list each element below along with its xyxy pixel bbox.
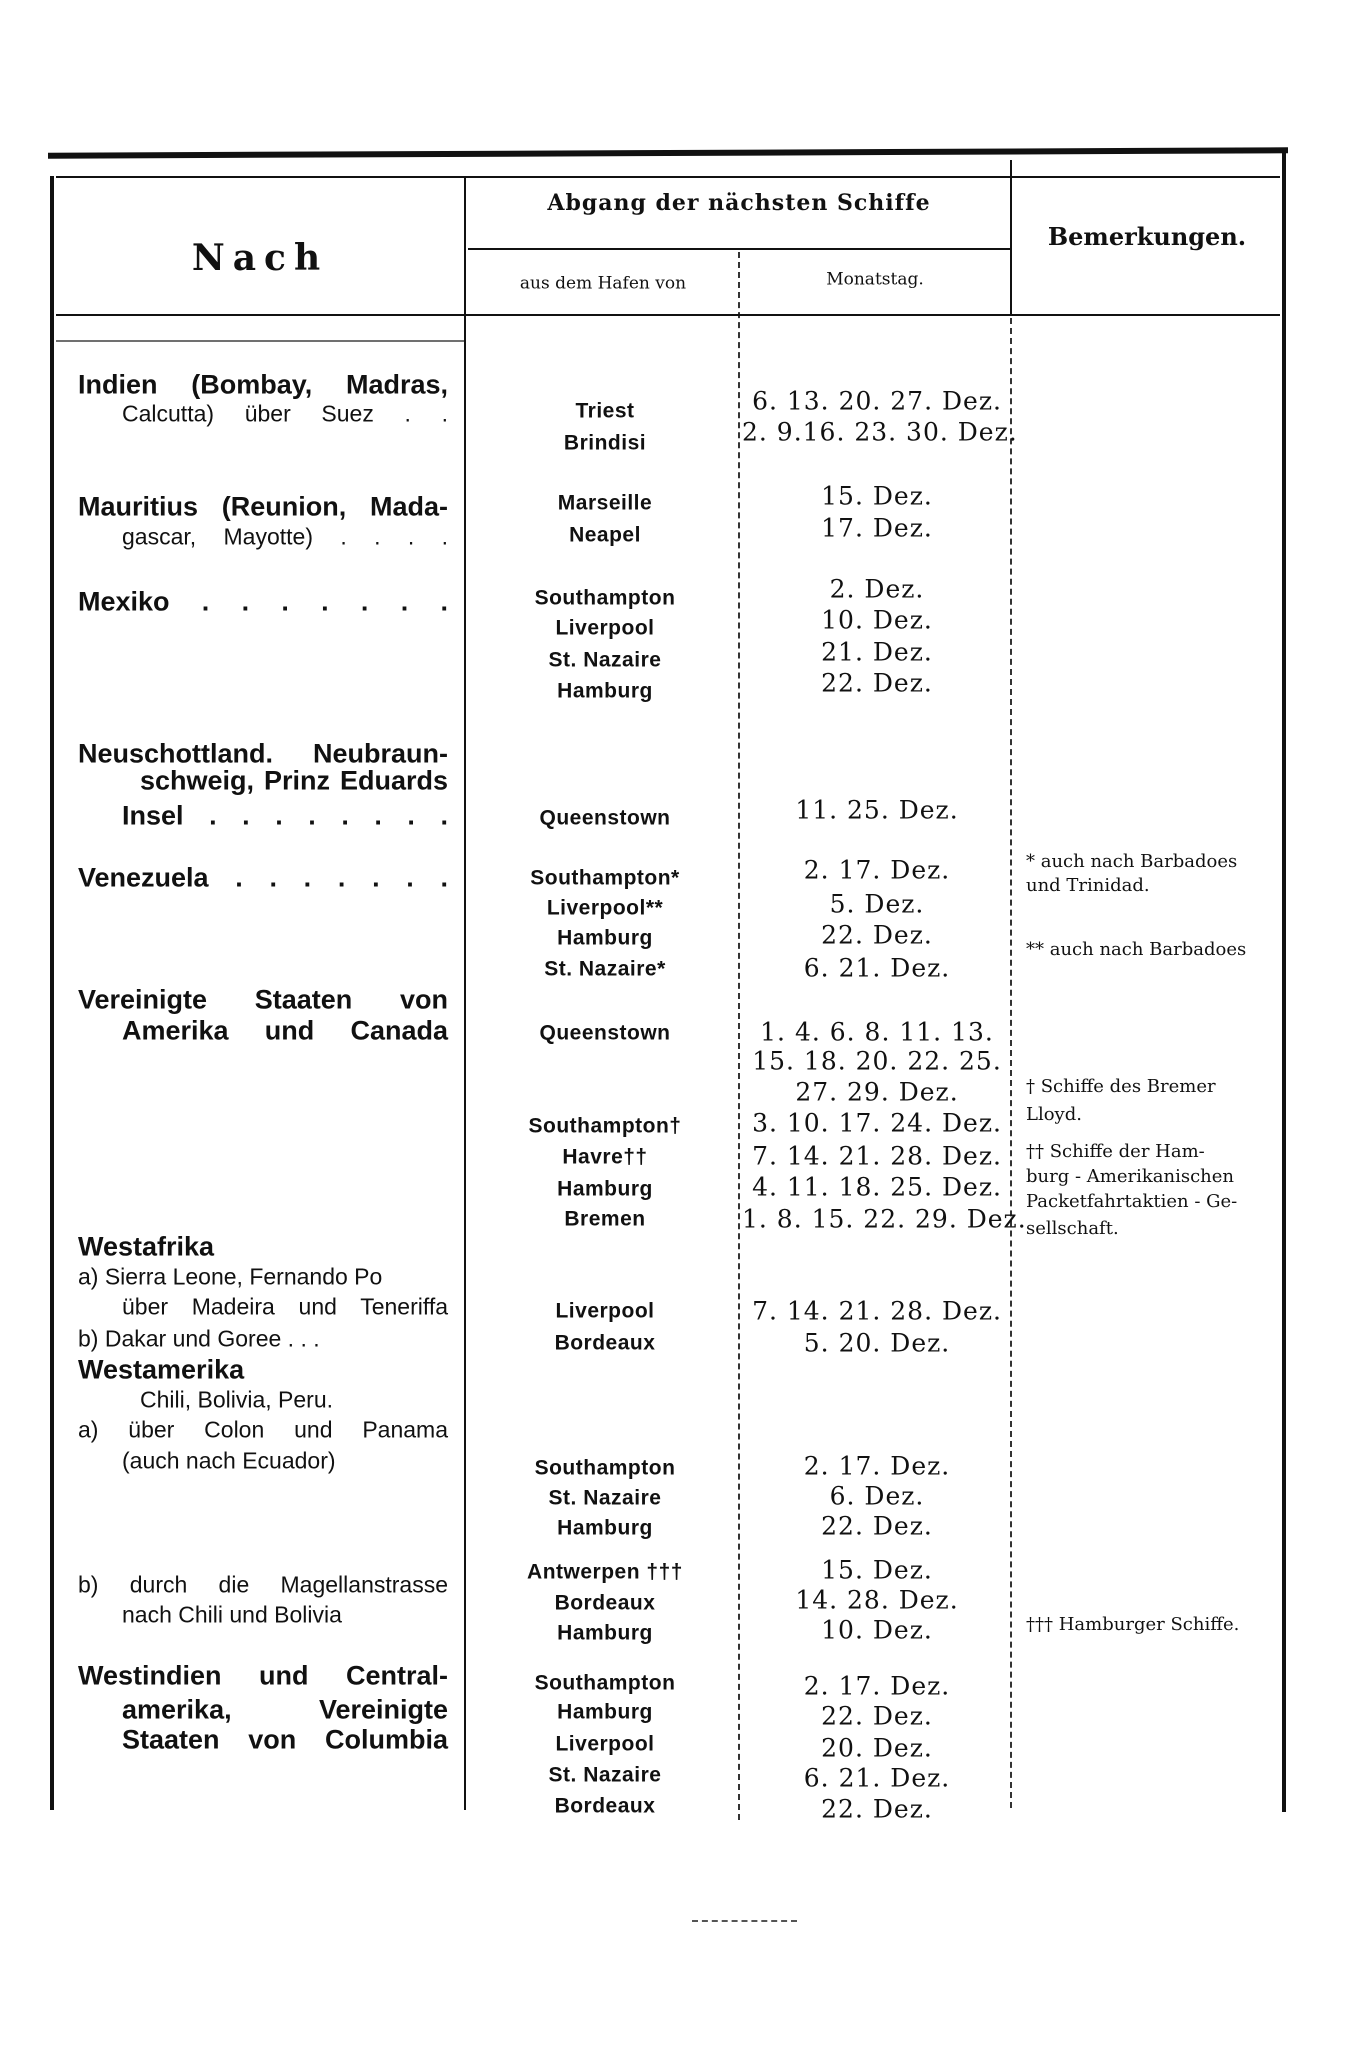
port-name: St. Nazaire* [544, 957, 666, 981]
port-name: St. Nazaire [548, 648, 662, 672]
remark-text: sellschaft. [1026, 1218, 1119, 1239]
departure-dates: 1. 8. 15. 22. 29. Dez. [742, 1204, 1027, 1234]
destination-line: nach Chili und Bolivia [122, 1601, 342, 1628]
departure-dates: 5. Dez. [829, 889, 925, 919]
remark-text: Packetfahrtaktien - Ge- [1026, 1191, 1238, 1212]
remark-text: Lloyd. [1026, 1104, 1082, 1125]
port-name: St. Nazaire [548, 1486, 662, 1510]
departure-dates: 20. Dez. [821, 1733, 933, 1763]
departure-dates: 15. 18. 20. 22. 25. [752, 1046, 1002, 1076]
departure-dates: 10. Dez. [821, 1615, 933, 1645]
port-name: St. Nazaire [548, 1763, 662, 1787]
port-name: Liverpool [555, 616, 655, 640]
departure-dates: 6. Dez. [829, 1481, 925, 1511]
departure-dates: 15. Dez. [821, 1555, 933, 1585]
remark-text: †† Schiffe der Ham- [1026, 1141, 1205, 1162]
departure-dates: 22. Dez. [821, 1701, 933, 1731]
destination-line: Vereinigte Staaten von [78, 984, 448, 1015]
column-divider-destination [464, 178, 466, 1810]
header-bottom-rule-2 [56, 340, 464, 342]
footer-rule [692, 1920, 797, 1922]
port-name: Hamburg [557, 926, 653, 950]
departure-dates: 7. 14. 21. 28. Dez. [752, 1141, 1002, 1171]
departure-dates: 22. Dez. [821, 1794, 933, 1824]
header-departure: Abgang der nächsten Schiffe [547, 190, 931, 216]
port-name: Queenstown [539, 1021, 671, 1045]
port-name: Brindisi [563, 431, 647, 455]
port-name: Hamburg [557, 679, 653, 703]
port-name: Southampton* [530, 866, 680, 890]
port-name: Southampton† [528, 1114, 682, 1138]
port-name: Southampton [534, 1456, 676, 1480]
departure-dates: 2. 9.16. 23. 30. Dez. [742, 417, 1018, 447]
destination-line: Mexiko . . . . . . . [78, 586, 448, 617]
destination-line: a) über Colon und Panama [78, 1416, 448, 1443]
departure-dates: 3. 10. 17. 24. Dez. [752, 1108, 1002, 1138]
departure-dates: 10. Dez. [821, 605, 933, 635]
remark-text: ** auch nach Barbadoes [1026, 939, 1247, 960]
destination-line: Westafrika [78, 1231, 215, 1262]
destination-line: b) durch die Magellanstrasse [78, 1571, 448, 1598]
remark-text: * auch nach Barbadoes [1026, 851, 1238, 872]
departure-dates: 14. 28. Dez. [795, 1585, 959, 1615]
remark-text: und Trinidad. [1026, 875, 1150, 896]
departure-dates: 1. 4. 6. 8. 11. 13. [760, 1017, 994, 1047]
port-name: Southampton [534, 586, 676, 610]
destination-line: Venezuela . . . . . . . [78, 862, 448, 893]
port-name: Hamburg [557, 1621, 653, 1645]
port-name: Queenstown [539, 806, 671, 830]
port-name: Triest [575, 399, 635, 423]
port-name: Neapel [569, 523, 641, 547]
table-right-border [1282, 152, 1286, 1812]
departure-dates: 5. 20. Dez. [803, 1328, 951, 1358]
destination-line: Chili, Bolivia, Peru. [140, 1386, 334, 1413]
header-port: aus dem Hafen von [519, 273, 687, 294]
port-name: Bordeaux [554, 1331, 656, 1355]
destination-line: gascar, Mayotte) . . . . [122, 523, 448, 550]
departure-dates: 2. 17. Dez. [803, 855, 951, 885]
departure-dates: 11. 25. Dez. [795, 795, 959, 825]
port-name: Liverpool [555, 1732, 655, 1756]
departure-dates: 27. 29. Dez. [795, 1077, 959, 1107]
port-name: Havre†† [562, 1145, 648, 1169]
destination-line: Mauritius (Reunion, Mada- [78, 491, 448, 522]
destination-line: Neuschottland. Neubraun- [78, 738, 448, 769]
departure-dates: 22. Dez. [821, 1511, 933, 1541]
departure-dates: 22. Dez. [821, 920, 933, 950]
destination-line: (auch nach Ecuador) [122, 1447, 336, 1474]
port-name: Hamburg [557, 1177, 653, 1201]
destination-line: amerika, Vereinigte [122, 1694, 448, 1725]
destination-line: b) Dakar und Goree . . . [78, 1325, 320, 1352]
port-name: Liverpool** [546, 896, 664, 920]
destination-line: Amerika und Canada [122, 1015, 448, 1046]
departure-dates: 7. 14. 21. 28. Dez. [752, 1296, 1002, 1326]
port-name: Hamburg [557, 1700, 653, 1724]
destination-line: Westamerika [78, 1354, 245, 1385]
departure-dates: 6. 21. Dez. [803, 953, 951, 983]
remark-text: † Schiffe des Bremer [1026, 1076, 1216, 1097]
header-destination: Nach [191, 237, 329, 279]
destination-line: schweig, Prinz Eduards [140, 765, 448, 796]
departure-dates: 15. Dez. [821, 481, 933, 511]
departure-dates: 22. Dez. [821, 668, 933, 698]
header-remarks: Bemerkungen. [1047, 222, 1247, 251]
destination-line: a) Sierra Leone, Fernando Po [78, 1263, 383, 1290]
departure-dates: 21. Dez. [821, 637, 933, 667]
port-name: Antwerpen ††† [527, 1560, 683, 1584]
table-top-border [48, 147, 1288, 158]
port-name: Liverpool [555, 1299, 655, 1323]
destination-line: Calcutta) über Suez . . [122, 400, 448, 427]
destination-line: Westindien und Central- [78, 1660, 448, 1691]
port-name: Bremen [564, 1207, 646, 1231]
destination-line: Indien (Bombay, Madras, [78, 369, 448, 400]
port-name: Southampton [534, 1671, 676, 1695]
remark-text: burg - Amerikanischen [1026, 1166, 1234, 1187]
remark-text: ††† Hamburger Schiffe. [1026, 1614, 1240, 1635]
port-name: Bordeaux [554, 1591, 656, 1615]
departure-dates: 2. 17. Dez. [803, 1451, 951, 1481]
destination-line: über Madeira und Teneriffa [122, 1293, 448, 1320]
departure-dates: 2. Dez. [829, 574, 925, 604]
table-left-border [50, 176, 54, 1810]
port-name: Bordeaux [554, 1794, 656, 1818]
header-day: Monatstag. [826, 269, 924, 290]
departure-dates: 6. 13. 20. 27. Dez. [752, 386, 1002, 416]
header-subrule [468, 248, 1010, 250]
port-name: Hamburg [557, 1516, 653, 1540]
destination-line: Staaten von Columbia [122, 1724, 448, 1755]
departure-dates: 4. 11. 18. 25. Dez. [752, 1172, 1002, 1202]
destination-line: Insel . . . . . . . . [122, 800, 448, 831]
table-top-inner-rule [56, 176, 1280, 178]
departure-dates: 17. Dez. [821, 513, 933, 543]
departure-dates: 6. 21. Dez. [803, 1763, 951, 1793]
header-bottom-rule [56, 314, 1280, 316]
departure-dates: 2. 17. Dez. [803, 1671, 951, 1701]
port-name: Marseille [557, 491, 653, 515]
